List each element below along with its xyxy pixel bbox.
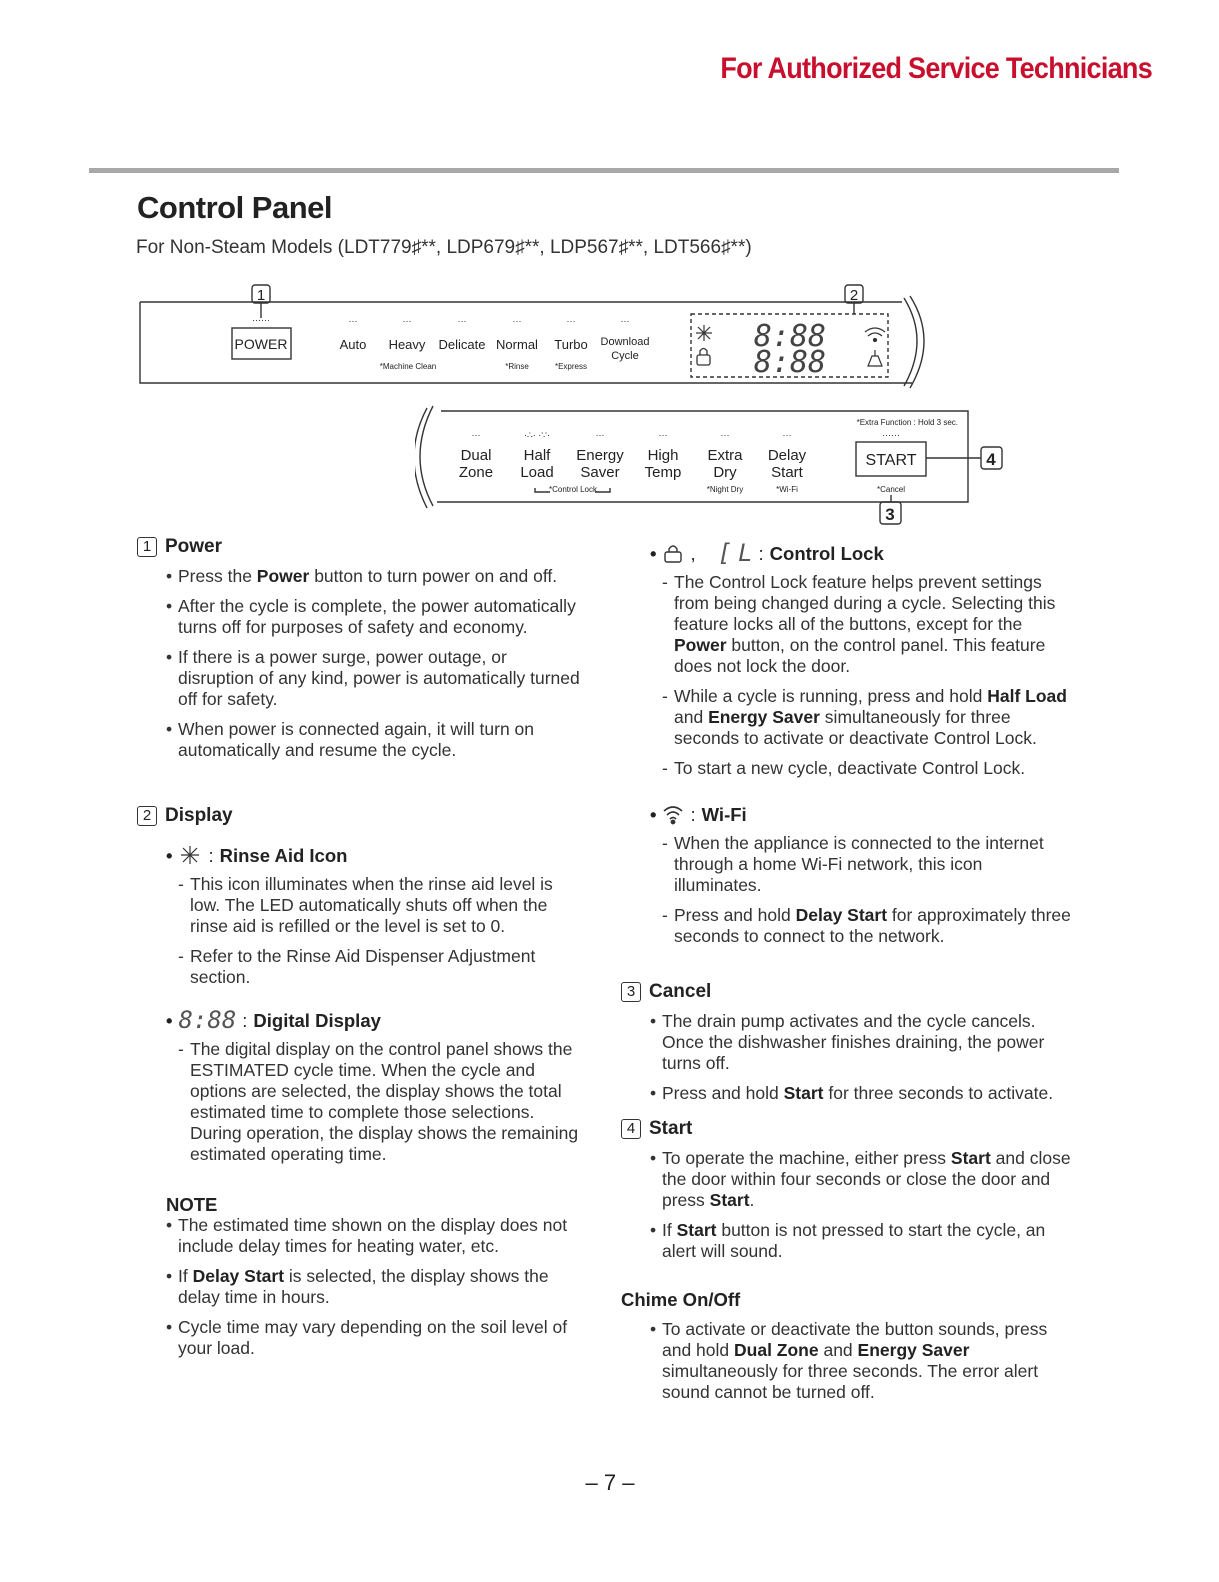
svg-text:·∴· ·∵·: ·∴· ·∵· xyxy=(524,430,550,440)
power-item-2: • After the cycle is complete, the power automatically turns off for purposes of safety and economy. xyxy=(166,596,587,638)
control-lock-icon xyxy=(662,542,684,564)
start-item-1: • To operate the machine, either press Start and close the door within four seconds or close the door and press Start. xyxy=(650,1148,1071,1211)
svg-text:···: ··· xyxy=(720,430,730,440)
page-number: – 7 – xyxy=(585,1470,635,1495)
energy-saver-button-line2: Saver xyxy=(580,464,620,481)
callout-1-label: 1 xyxy=(256,287,266,304)
half-load-button[interactable]: Half xyxy=(523,447,551,464)
digital-display-glyph: 8:88 xyxy=(178,1006,237,1034)
power-button-label: POWER xyxy=(234,336,288,352)
cancel-item-2: • Press and hold Start for three seconds to activate. xyxy=(650,1083,1071,1104)
delay-start-button[interactable]: Delay xyxy=(767,447,807,464)
left-column xyxy=(137,536,587,1359)
chime-item-1: • To activate or deactivate the button sounds, press and hold Dual Zone and Energy Saver simultaneously for three seconds. The error alert sound cannot be turned off. xyxy=(650,1319,1071,1403)
svg-text:···: ··· xyxy=(595,430,605,440)
header-divider xyxy=(89,168,1119,173)
note-title: NOTE xyxy=(166,1194,218,1215)
section-display xyxy=(137,805,587,826)
high-temp-button-line2: Temp xyxy=(644,464,682,481)
rinse-aid-heading: • : Rinse Aid Icon xyxy=(166,844,348,866)
download-cycle-button[interactable]: Download xyxy=(600,336,650,348)
rinse-aid-item-1: - This icon illuminates when the rinse aid level is low. The LED automatically shuts off when the rinse aid is refilled or the level is set to 0. xyxy=(178,874,587,937)
wifi-icon xyxy=(662,803,684,825)
note-item-2: • If Delay Start is selected, the display shows the delay time in hours. xyxy=(166,1266,587,1308)
start-note: *Cancel xyxy=(876,485,906,494)
svg-text:···: ··· xyxy=(512,316,522,326)
chime-title: Chime On/Off xyxy=(621,1289,741,1310)
svg-text:···: ··· xyxy=(457,316,467,326)
wifi-heading: • : Wi-Fi xyxy=(650,803,747,825)
rinse-aid-icon xyxy=(178,844,202,866)
normal-note: *Rinse xyxy=(505,362,529,371)
energy-saver-button[interactable]: Energy xyxy=(576,447,624,464)
control-lock-item-3: - To start a new cycle, deactivate Control Lock. xyxy=(662,758,1071,779)
turbo-button[interactable]: Turbo xyxy=(554,337,588,352)
extra-dry-button-line2: Dry xyxy=(713,464,737,481)
right-column xyxy=(621,538,1071,1403)
power-item-1: • Press the Power button to turn power on and off. xyxy=(166,566,587,587)
bottom-control-panel-diagram xyxy=(415,400,1015,530)
svg-text:···: ··· xyxy=(348,316,358,326)
svg-text:···: ··· xyxy=(566,316,576,326)
normal-button[interactable]: Normal xyxy=(496,337,538,352)
section-number-4: 4 xyxy=(621,1119,641,1139)
section-number-2: 2 xyxy=(137,806,157,826)
wifi-item-1: - When the appliance is connected to the internet through a home Wi-Fi network, this icon illuminates. xyxy=(662,833,1071,896)
section-start xyxy=(621,1118,1071,1139)
start-item-2: • If Start button is not pressed to start the cycle, an alert will sound. xyxy=(650,1220,1071,1262)
control-lock-item-1: - The Control Lock feature helps prevent settings from being changed during a cycle. Selecting this feature locks all of the buttons, except for the Power button, on the control panel. This feature does not lock the door. xyxy=(662,572,1071,677)
wifi-item-2: - Press and hold Delay Start for approximately three seconds to connect to the network. xyxy=(662,905,1071,947)
section-number-1: 1 xyxy=(137,537,157,557)
extra-dry-note: *Night Dry xyxy=(706,485,744,494)
heavy-button[interactable]: Heavy xyxy=(388,337,426,352)
section-title-display: Display xyxy=(165,805,233,826)
svg-text:···: ··· xyxy=(402,316,412,326)
dual-zone-button-line2: Zone xyxy=(458,464,494,481)
delay-start-button-line2: Start xyxy=(771,464,803,481)
download-cycle-button-line2: Cycle xyxy=(611,350,639,362)
power-item-4: • When power is connected again, it will turn on automatically and resume the cycle. xyxy=(166,719,587,761)
callout-2-label: 2 xyxy=(849,287,859,304)
auto-button[interactable]: Auto xyxy=(339,337,367,352)
section-title-power: Power xyxy=(165,536,223,557)
half-load-button-line2: Load xyxy=(520,464,554,481)
extra-dry-button[interactable]: Extra xyxy=(707,447,743,464)
start-button-label: START xyxy=(865,452,917,469)
wifi-icon xyxy=(865,328,885,342)
dual-zone-icon xyxy=(868,350,882,366)
svg-text:···: ··· xyxy=(471,430,481,440)
heavy-note: *Machine Clean xyxy=(379,362,437,371)
control-lock-heading: • , [ L : Control Lock xyxy=(650,538,884,567)
top-control-panel-diagram xyxy=(130,280,930,390)
delicate-button[interactable]: Delicate xyxy=(438,337,486,352)
section-number-3: 3 xyxy=(621,982,641,1002)
svg-text:······: ······ xyxy=(252,315,270,325)
extra-function-note: *Extra Function : Hold 3 sec. xyxy=(856,418,958,427)
digital-display-top: 8:88 xyxy=(753,319,827,354)
svg-text:···: ··· xyxy=(620,316,630,326)
note-item-1: • The estimated time shown on the display does not include delay times for heating water, etc. xyxy=(166,1215,587,1257)
callout-4-label: 4 xyxy=(986,450,996,469)
dual-zone-button[interactable]: Dual xyxy=(460,447,492,464)
high-temp-button[interactable]: High xyxy=(647,447,679,464)
note-item-3: • Cycle time may vary depending on the soil level of your load. xyxy=(166,1317,587,1359)
header-title: For Authorized Service Technicians xyxy=(720,52,1152,85)
svg-text:···: ··· xyxy=(782,430,792,440)
section-title-start: Start xyxy=(649,1118,693,1139)
svg-text:···: ··· xyxy=(658,430,668,440)
section-power xyxy=(137,536,587,557)
control-lock-note: *Control Lock xyxy=(548,485,598,494)
rinse-aid-item-2: - Refer to the Rinse Aid Dispenser Adjustment section. xyxy=(178,946,587,988)
section-cancel xyxy=(621,981,1071,1002)
rinse-aid-icon xyxy=(696,325,712,341)
delay-start-note: *Wi-Fi xyxy=(776,485,798,494)
cancel-item-1: • The drain pump activates and the cycle cancels. Once the dishwasher finishes draining, the power turns off. xyxy=(650,1011,1071,1074)
page-title: Control Panel xyxy=(137,190,333,225)
digital-display-bottom: 8:88 xyxy=(753,345,827,380)
page-subtitle: For Non-Steam Models (LDT779♯**, LDP679♯**, LDP567♯**, LDT566♯**) xyxy=(136,237,752,258)
control-lock-icon xyxy=(697,349,710,366)
power-item-3: • If there is a power surge, power outage, or disruption of any kind, power is automatically turned off for safety. xyxy=(166,647,587,710)
svg-text:······: ······ xyxy=(882,430,900,440)
digital-display-item-1: - The digital display on the control panel shows the ESTIMATED cycle time. When the cycle and options are selected, the display shows the total estimated time to complete those selections. During operation, the display shows the remaining estimated operating time. xyxy=(178,1039,587,1165)
turbo-note: *Express xyxy=(554,362,588,371)
digital-display-heading: • 8:88 : Digital Display xyxy=(166,1006,381,1034)
callout-3-label: 3 xyxy=(885,505,895,524)
section-title-cancel: Cancel xyxy=(649,981,712,1002)
control-lock-item-2: - While a cycle is running, press and hold Half Load and Energy Saver simultaneously for three seconds to activate or deactivate Control Lock. xyxy=(662,686,1071,749)
